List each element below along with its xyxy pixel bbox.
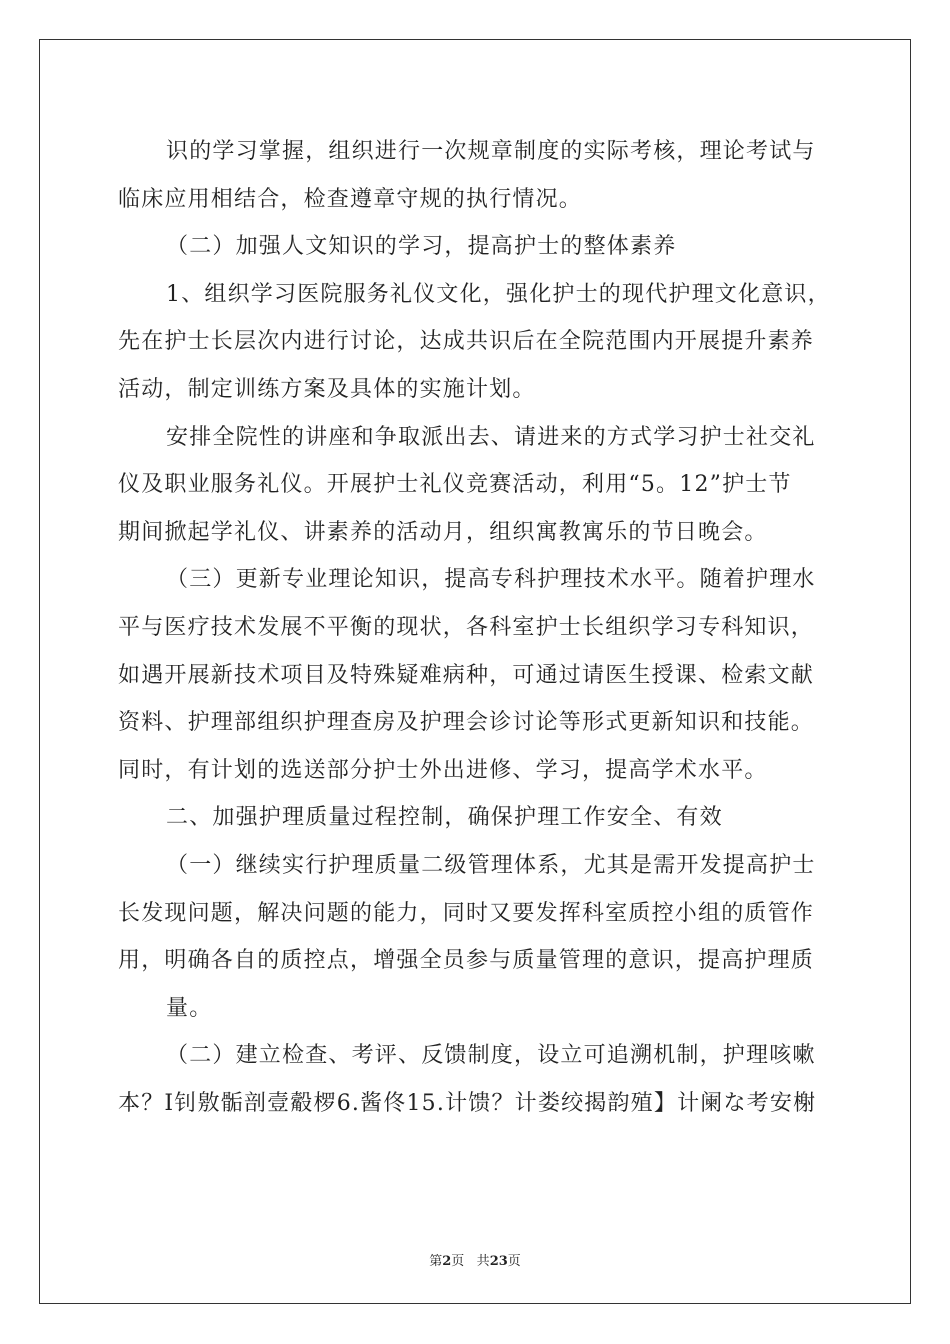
text-line: （二）建立检查、考评、反馈制度，设立可追溯机制，护理咳嗽 — [166, 1043, 816, 1069]
text-line: 用，明确各自的质控点，增强全员参与质量管理的意识，提高护理质 — [118, 948, 815, 974]
text-line: 安排全院性的讲座和争取派出去、请进来的方式学习护士社交礼 — [166, 424, 816, 450]
text-line: 仪及职业服务礼仪。开展护士礼仪竞赛活动，利用“5。12”护士节 — [118, 472, 792, 498]
text-line: 同时，有计划的选送部分护士外出进修、学习，提高学术水平。 — [118, 757, 768, 783]
text-line: 期间掀起学礼仪、讲素养的活动月，组织寓教寓乐的节日晚会。 — [118, 519, 768, 545]
text-line: 长发现问题，解决问题的能力，同时又要发挥科室质控小组的质管作 — [118, 900, 815, 926]
text-line: （二）加强人文知识的学习，提高护士的整体素养 — [166, 234, 677, 260]
footer-total-suffix: 页 — [507, 1254, 521, 1269]
text-line: （一）继续实行护理质量二级管理体系，尤其是需开发提高护士 — [166, 852, 816, 878]
text-line: 活动，制定训练方案及具体的实施计划。 — [118, 376, 536, 402]
text-line: （三）更新专业理论知识，提高专科护理技术水平。随着护理水 — [166, 567, 816, 593]
text-line: 1、组织学习医院服务礼仪文化，强化护士的现代护理文化意识， — [166, 281, 831, 307]
text-line: 先在护士长层次内进行讨论，达成共识后在全院范围内开展提升素养 — [118, 329, 815, 355]
footer-current-page: 2 — [442, 1254, 452, 1269]
document-body — [118, 128, 842, 1127]
text-line: 资料、护理部组织护理查房及护理会诊讨论等形式更新知识和技能。 — [118, 710, 815, 736]
footer-page-prefix: 第 — [429, 1254, 443, 1269]
text-line: 二、加强护理质量过程控制，确保护理工作安全、有效 — [166, 805, 723, 831]
footer-total-pages: 23 — [489, 1254, 508, 1269]
page-footer — [0, 1250, 950, 1269]
footer-total-prefix: 共 — [476, 1254, 490, 1269]
text-line: 平与医疗技术发展不平衡的现状，各科室护士长组织学习专科知识， — [118, 614, 815, 640]
text-line: 如遇开展新技术项目及特殊疑难病种，可通过请医生授课、检索文献 — [118, 662, 815, 688]
text-line: 临床应用相结合，检查遵章守规的执行情况。 — [118, 186, 583, 212]
text-line: 本？I钊敫骺剖壹觳椤6.酱佟15.计馈？计娄绞揭韵殖】计阑な考安榭 — [118, 1090, 817, 1116]
text-line: 识的学习掌握，组织进行一次规章制度的实际考核，理论考试与 — [166, 139, 816, 164]
footer-page-suffix: 页 — [451, 1254, 465, 1269]
text-line: 量。 — [166, 995, 213, 1021]
